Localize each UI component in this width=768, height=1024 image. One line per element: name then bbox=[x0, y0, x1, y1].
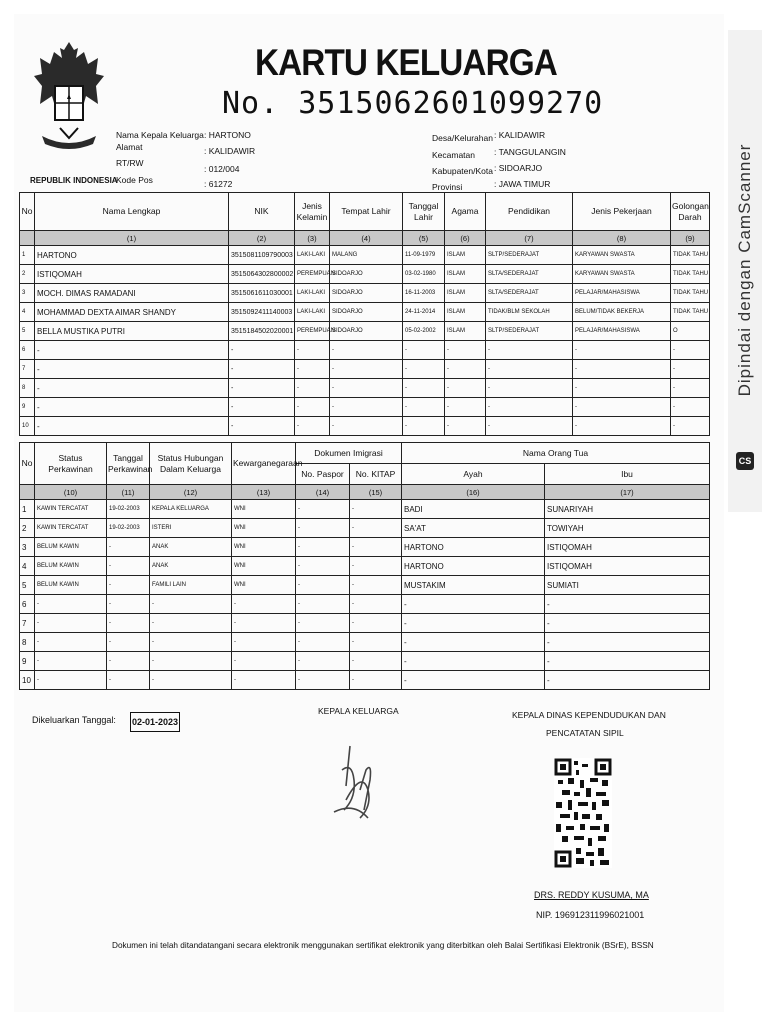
cell-wn: - bbox=[232, 614, 296, 633]
cell-status: - bbox=[35, 595, 107, 614]
info-label: Kecamatan bbox=[432, 150, 475, 160]
cell-wn: WNI bbox=[232, 538, 296, 557]
cell-nama: - bbox=[35, 379, 229, 398]
cell-agama: - bbox=[445, 417, 486, 436]
cell-nama: HARTONO bbox=[35, 246, 229, 265]
cell-paspor: - bbox=[296, 652, 350, 671]
cell-nama: BELLA MUSTIKA PUTRI bbox=[35, 322, 229, 341]
cell-no: 2 bbox=[20, 265, 35, 284]
cell-kitap: - bbox=[350, 652, 402, 671]
cell-pendidikan: - bbox=[486, 398, 573, 417]
cell-tgl: - bbox=[403, 417, 445, 436]
cell-darah: TIDAK TAHU bbox=[671, 246, 710, 265]
cell-darah: - bbox=[671, 341, 710, 360]
cell-jk: - bbox=[295, 398, 330, 417]
kk-number: No. 3515062601099270 bbox=[222, 86, 604, 121]
col-num: (12) bbox=[150, 485, 232, 500]
header-jenis-kelamin: Jenis Kelamin bbox=[295, 193, 330, 231]
cell-darah: - bbox=[671, 398, 710, 417]
cell-ayah: SA'AT bbox=[402, 519, 545, 538]
cell-hubungan: - bbox=[150, 671, 232, 690]
cell-nik: - bbox=[229, 360, 295, 379]
cell-tanggal: - bbox=[107, 576, 150, 595]
cell-jk: - bbox=[295, 379, 330, 398]
cell-nik: 3515064302800002 bbox=[229, 265, 295, 284]
cell-tanggal: - bbox=[107, 557, 150, 576]
cell-status: KAWIN TERCATAT bbox=[35, 500, 107, 519]
cell-hubungan: KEPALA KELUARGA bbox=[150, 500, 232, 519]
cell-hubungan: ISTERI bbox=[150, 519, 232, 538]
cell-no: 6 bbox=[20, 341, 35, 360]
cell-no: 8 bbox=[20, 379, 35, 398]
info-label: Kabupaten/Kota bbox=[432, 166, 493, 176]
cell-pendidikan: SLTA/SEDERAJAT bbox=[486, 265, 573, 284]
cell-kitap: - bbox=[350, 576, 402, 595]
header-no: No bbox=[20, 193, 35, 231]
col-num: (3) bbox=[295, 231, 330, 246]
scanner-watermark-text: Dipindai dengan CamScanner bbox=[735, 143, 754, 397]
cell-jk: LAKI-LAKI bbox=[295, 284, 330, 303]
cell-jk: PEREMPUAN bbox=[295, 265, 330, 284]
header-golongan-darah: Golongan Darah bbox=[671, 193, 710, 231]
cell-wn: - bbox=[232, 652, 296, 671]
col-num: (5) bbox=[403, 231, 445, 246]
cell-no: 10 bbox=[20, 671, 35, 690]
col-num: (15) bbox=[350, 485, 402, 500]
header-agama: Agama bbox=[445, 193, 486, 231]
cell-tempat: - bbox=[330, 341, 403, 360]
cell-nik: 3515061611030001 bbox=[229, 284, 295, 303]
info-value: : KALIDAWIR bbox=[494, 130, 546, 140]
cell-agama: - bbox=[445, 398, 486, 417]
cell-status: - bbox=[35, 614, 107, 633]
table-row bbox=[20, 500, 710, 519]
family-members-table bbox=[19, 192, 710, 436]
cell-jk: - bbox=[295, 417, 330, 436]
cell-no: 4 bbox=[20, 557, 35, 576]
table-row bbox=[20, 379, 710, 398]
table-row bbox=[20, 303, 710, 322]
table-row bbox=[20, 595, 710, 614]
cell-ibu: ISTIQOMAH bbox=[545, 538, 710, 557]
col-num: (17) bbox=[545, 485, 710, 500]
cell-tempat: - bbox=[330, 360, 403, 379]
cell-darah: - bbox=[671, 379, 710, 398]
cell-darah: TIDAK TAHU bbox=[671, 284, 710, 303]
family-status-table bbox=[19, 442, 710, 690]
cell-no: 8 bbox=[20, 633, 35, 652]
cell-ibu: - bbox=[545, 652, 710, 671]
cell-wn: WNI bbox=[232, 500, 296, 519]
cell-status: BELUM KAWIN bbox=[35, 538, 107, 557]
issued-date-label: Dikeluarkan Tanggal: bbox=[32, 715, 116, 725]
cell-nama: ISTIQOMAH bbox=[35, 265, 229, 284]
table-row bbox=[20, 417, 710, 436]
cell-tanggal: - bbox=[107, 595, 150, 614]
cell-ibu: SUNARIYAH bbox=[545, 500, 710, 519]
cell-hubungan: - bbox=[150, 633, 232, 652]
cell-nik: - bbox=[229, 379, 295, 398]
cell-hubungan: - bbox=[150, 652, 232, 671]
cell-wn: WNI bbox=[232, 557, 296, 576]
cell-agama: ISLAM bbox=[445, 265, 486, 284]
cell-pendidikan: - bbox=[486, 417, 573, 436]
cell-nik: - bbox=[229, 417, 295, 436]
cell-pekerjaan: PELAJAR/MAHASISWA bbox=[573, 322, 671, 341]
cell-agama: - bbox=[445, 341, 486, 360]
cell-tgl: - bbox=[403, 341, 445, 360]
info-value: : 61272 bbox=[204, 179, 233, 189]
cell-no: 5 bbox=[20, 576, 35, 595]
cell-tempat: SIDOARJO bbox=[330, 265, 403, 284]
cell-nik: 3515081109790003 bbox=[229, 246, 295, 265]
cell-no: 3 bbox=[20, 538, 35, 557]
cell-darah: - bbox=[671, 417, 710, 436]
header-nik: NIK bbox=[229, 193, 295, 231]
cell-pekerjaan: - bbox=[573, 398, 671, 417]
cell-kitap: - bbox=[350, 614, 402, 633]
table-row bbox=[20, 557, 710, 576]
cell-ayah: HARTONO bbox=[402, 538, 545, 557]
cell-tanggal: - bbox=[107, 652, 150, 671]
cell-nik: 3515092411140003 bbox=[229, 303, 295, 322]
cell-ayah: - bbox=[402, 595, 545, 614]
cell-no: 3 bbox=[20, 284, 35, 303]
cell-darah: - bbox=[671, 360, 710, 379]
col-num: (4) bbox=[330, 231, 403, 246]
kepala-keluarga-label: KEPALA KELUARGA bbox=[318, 706, 399, 716]
cell-jk: LAKI-LAKI bbox=[295, 303, 330, 322]
header-no-paspor: No. Paspor bbox=[296, 464, 350, 485]
camscanner-logo-icon: CS bbox=[736, 452, 754, 470]
official-nip: NIP. 196912311996021001 bbox=[536, 910, 645, 920]
table-row bbox=[20, 398, 710, 417]
cell-pendidikan: SLTA/SEDERAJAT bbox=[486, 284, 573, 303]
cell-hubungan: - bbox=[150, 595, 232, 614]
garuda-emblem-icon bbox=[30, 38, 108, 168]
cell-no: 2 bbox=[20, 519, 35, 538]
info-label: Nama Kepala Keluarga bbox=[116, 130, 204, 140]
table-row bbox=[20, 246, 710, 265]
col-num: (14) bbox=[296, 485, 350, 500]
cell-status: - bbox=[35, 671, 107, 690]
dinas-title-line2: PENCATATAN SIPIL bbox=[546, 728, 624, 738]
cell-no: 10 bbox=[20, 417, 35, 436]
cell-pekerjaan: BELUM/TIDAK BEKERJA bbox=[573, 303, 671, 322]
cell-hubungan: - bbox=[150, 614, 232, 633]
table-row bbox=[20, 538, 710, 557]
cell-tgl: 24-11-2014 bbox=[403, 303, 445, 322]
col-num: (2) bbox=[229, 231, 295, 246]
cell-nik: - bbox=[229, 398, 295, 417]
cell-pekerjaan: PELAJAR/MAHASISWA bbox=[573, 284, 671, 303]
cell-status: - bbox=[35, 633, 107, 652]
cell-darah: TIDAK TAHU bbox=[671, 265, 710, 284]
info-value: : 012/004 bbox=[204, 164, 240, 174]
cell-jk: LAKI-LAKI bbox=[295, 246, 330, 265]
cell-pekerjaan: - bbox=[573, 379, 671, 398]
info-value: : HARTONO bbox=[204, 130, 251, 140]
cell-hubungan: FAMILI LAIN bbox=[150, 576, 232, 595]
document-title: KARTU KELUARGA bbox=[255, 42, 557, 83]
cell-status: BELUM KAWIN bbox=[35, 557, 107, 576]
cell-no: 7 bbox=[20, 614, 35, 633]
header-status-perkawinan: Status Perkawinan bbox=[35, 443, 107, 485]
cell-ibu: - bbox=[545, 614, 710, 633]
cell-ibu: TOWIYAH bbox=[545, 519, 710, 538]
cell-agama: - bbox=[445, 379, 486, 398]
cell-pendidikan: - bbox=[486, 379, 573, 398]
cell-pendidikan: SLTP/SEDERAJAT bbox=[486, 322, 573, 341]
cell-ayah: - bbox=[402, 633, 545, 652]
col-num: (9) bbox=[671, 231, 710, 246]
cell-nik: - bbox=[229, 341, 295, 360]
table-row bbox=[20, 360, 710, 379]
issued-date-value: 02-01-2023 bbox=[130, 712, 180, 732]
cell-paspor: - bbox=[296, 671, 350, 690]
official-name: DRS. REDDY KUSUMA, MA bbox=[534, 890, 649, 900]
cell-ibu: - bbox=[545, 595, 710, 614]
info-value: : KALIDAWIR bbox=[204, 146, 256, 156]
cell-pekerjaan: - bbox=[573, 360, 671, 379]
cell-agama: - bbox=[445, 360, 486, 379]
table-row bbox=[20, 322, 710, 341]
cell-tanggal: - bbox=[107, 538, 150, 557]
cell-ibu: SUMIATI bbox=[545, 576, 710, 595]
cell-tgl: - bbox=[403, 360, 445, 379]
col-num: (11) bbox=[107, 485, 150, 500]
cell-tempat: SIDOARJO bbox=[330, 303, 403, 322]
cell-paspor: - bbox=[296, 500, 350, 519]
info-label: Provinsi bbox=[432, 182, 463, 192]
cell-tgl: - bbox=[403, 379, 445, 398]
cell-tempat: - bbox=[330, 398, 403, 417]
cell-tanggal: - bbox=[107, 633, 150, 652]
cell-jk: PEREMPUAN bbox=[295, 322, 330, 341]
electronic-signature-notice: Dokumen ini telah ditandatangani secara elektronik menggunakan sertifikat elektronik yang diterbitkan oleh Balai Sertifikasi Elektronik (BSrE), BSSN bbox=[112, 940, 654, 950]
cell-pekerjaan: KARYAWAN SWASTA bbox=[573, 265, 671, 284]
cell-paspor: - bbox=[296, 633, 350, 652]
header-pendidikan: Pendidikan bbox=[486, 193, 573, 231]
table-row bbox=[20, 284, 710, 303]
cell-wn: WNI bbox=[232, 519, 296, 538]
cell-nama: - bbox=[35, 417, 229, 436]
cell-ayah: - bbox=[402, 614, 545, 633]
table-row bbox=[20, 519, 710, 538]
cell-tempat: - bbox=[330, 379, 403, 398]
cell-tempat: MALANG bbox=[330, 246, 403, 265]
cell-paspor: - bbox=[296, 595, 350, 614]
table-row bbox=[20, 614, 710, 633]
cell-no: 7 bbox=[20, 360, 35, 379]
header-nama-orang-tua: Nama Orang Tua bbox=[402, 443, 710, 464]
cell-tanggal: - bbox=[107, 671, 150, 690]
col-num: (16) bbox=[402, 485, 545, 500]
info-label: RT/RW bbox=[116, 158, 144, 168]
cell-tanggal: - bbox=[107, 614, 150, 633]
col-num: (7) bbox=[486, 231, 573, 246]
cell-darah: O bbox=[671, 322, 710, 341]
cell-pekerjaan: - bbox=[573, 417, 671, 436]
col-num: (13) bbox=[232, 485, 296, 500]
col-num: (6) bbox=[445, 231, 486, 246]
header-nama: Nama Lengkap bbox=[35, 193, 229, 231]
cell-tgl: 05-02-2002 bbox=[403, 322, 445, 341]
cell-kitap: - bbox=[350, 519, 402, 538]
col-num: (1) bbox=[35, 231, 229, 246]
cell-no: 1 bbox=[20, 500, 35, 519]
cell-hubungan: ANAK bbox=[150, 538, 232, 557]
header-kewarganegaraan: Kewarganegaraan bbox=[232, 443, 296, 485]
cell-hubungan: ANAK bbox=[150, 557, 232, 576]
family-members-rows bbox=[20, 246, 710, 436]
cell-wn: - bbox=[232, 633, 296, 652]
col-num: (10) bbox=[35, 485, 107, 500]
qr-code-icon bbox=[554, 758, 612, 868]
header-dokumen-imigrasi: Dokumen Imigrasi bbox=[296, 443, 402, 464]
cell-tgl: - bbox=[403, 398, 445, 417]
cell-tgl: 16-11-2003 bbox=[403, 284, 445, 303]
cell-wn: - bbox=[232, 671, 296, 690]
header-no-kitap: No. KITAP bbox=[350, 464, 402, 485]
cell-ibu: - bbox=[545, 671, 710, 690]
cell-no: 6 bbox=[20, 595, 35, 614]
info-label: Kode Pos bbox=[116, 175, 153, 185]
table-row bbox=[20, 652, 710, 671]
cell-pendidikan: TIDAK/BLM SEKOLAH bbox=[486, 303, 573, 322]
info-value: : TANGGULANGIN bbox=[494, 147, 566, 157]
cell-no: 4 bbox=[20, 303, 35, 322]
cell-darah: TIDAK TAHU bbox=[671, 303, 710, 322]
dinas-title-line1: KEPALA DINAS KEPENDUDUKAN DAN bbox=[512, 710, 666, 720]
cell-pekerjaan: KARYAWAN SWASTA bbox=[573, 246, 671, 265]
cell-agama: ISLAM bbox=[445, 284, 486, 303]
cell-nama: MOCH. DIMAS RAMADANI bbox=[35, 284, 229, 303]
cell-wn: - bbox=[232, 595, 296, 614]
cell-tempat: - bbox=[330, 417, 403, 436]
cell-nama: MOHAMMAD DEXTA AIMAR SHANDY bbox=[35, 303, 229, 322]
cell-kitap: - bbox=[350, 595, 402, 614]
info-value: : SIDOARJO bbox=[494, 163, 543, 173]
cell-agama: ISLAM bbox=[445, 322, 486, 341]
table-row bbox=[20, 341, 710, 360]
cell-ibu: ISTIQOMAH bbox=[545, 557, 710, 576]
cell-no: 9 bbox=[20, 398, 35, 417]
cell-tanggal: 19-02-2003 bbox=[107, 500, 150, 519]
info-value: : JAWA TIMUR bbox=[494, 179, 551, 189]
cell-ibu: - bbox=[545, 633, 710, 652]
cell-status: KAWIN TERCATAT bbox=[35, 519, 107, 538]
cell-wn: WNI bbox=[232, 576, 296, 595]
table-row bbox=[20, 633, 710, 652]
cell-jk: - bbox=[295, 360, 330, 379]
header-tanggal-perkawinan: Tanggal Perkawinan bbox=[107, 443, 150, 485]
family-status-rows bbox=[20, 500, 710, 690]
cell-tempat: SIDOARJO bbox=[330, 322, 403, 341]
header-no: No bbox=[20, 443, 35, 485]
cell-ayah: MUSTAKIM bbox=[402, 576, 545, 595]
cell-no: 5 bbox=[20, 322, 35, 341]
cell-pendidikan: - bbox=[486, 341, 573, 360]
signature-icon bbox=[320, 740, 390, 840]
cell-nama: - bbox=[35, 360, 229, 379]
header-status-hubungan: Status Hubungan Dalam Keluarga bbox=[150, 443, 232, 485]
cell-pendidikan: SLTP/SEDERAJAT bbox=[486, 246, 573, 265]
cell-agama: ISLAM bbox=[445, 246, 486, 265]
cell-paspor: - bbox=[296, 557, 350, 576]
cell-tgl: 03-02-1980 bbox=[403, 265, 445, 284]
cell-kitap: - bbox=[350, 633, 402, 652]
cell-nik: 3515184502020001 bbox=[229, 322, 295, 341]
header-tempat-lahir: Tempat Lahir bbox=[330, 193, 403, 231]
table-row bbox=[20, 671, 710, 690]
cell-paspor: - bbox=[296, 576, 350, 595]
cell-kitap: - bbox=[350, 538, 402, 557]
cell-kitap: - bbox=[350, 671, 402, 690]
header-pekerjaan: Jenis Pekerjaan bbox=[573, 193, 671, 231]
info-label: Desa/Kelurahan bbox=[432, 133, 493, 143]
cell-pendidikan: - bbox=[486, 360, 573, 379]
col-num: (8) bbox=[573, 231, 671, 246]
cell-paspor: - bbox=[296, 519, 350, 538]
cell-nama: - bbox=[35, 398, 229, 417]
cell-pekerjaan: - bbox=[573, 341, 671, 360]
header-tanggal-lahir: Tanggal Lahir bbox=[403, 193, 445, 231]
cell-ayah: BADI bbox=[402, 500, 545, 519]
cell-kitap: - bbox=[350, 557, 402, 576]
table-row bbox=[20, 265, 710, 284]
header-ibu: Ibu bbox=[545, 464, 710, 485]
cell-no: 1 bbox=[20, 246, 35, 265]
header-ayah: Ayah bbox=[402, 464, 545, 485]
table-row bbox=[20, 576, 710, 595]
cell-ayah: HARTONO bbox=[402, 557, 545, 576]
cell-paspor: - bbox=[296, 538, 350, 557]
cell-paspor: - bbox=[296, 614, 350, 633]
cell-jk: - bbox=[295, 341, 330, 360]
cell-ayah: - bbox=[402, 652, 545, 671]
cell-status: - bbox=[35, 652, 107, 671]
cell-tempat: SIDOARJO bbox=[330, 284, 403, 303]
cell-no: 9 bbox=[20, 652, 35, 671]
cell-nama: - bbox=[35, 341, 229, 360]
cell-tgl: 11-09-1979 bbox=[403, 246, 445, 265]
cell-ayah: - bbox=[402, 671, 545, 690]
cell-tanggal: 19-02-2003 bbox=[107, 519, 150, 538]
cell-agama: ISLAM bbox=[445, 303, 486, 322]
cell-status: BELUM KAWIN bbox=[35, 576, 107, 595]
cell-kitap: - bbox=[350, 500, 402, 519]
country-label: REPUBLIK INDONESIA bbox=[30, 176, 118, 185]
info-label: Alamat bbox=[116, 142, 143, 152]
